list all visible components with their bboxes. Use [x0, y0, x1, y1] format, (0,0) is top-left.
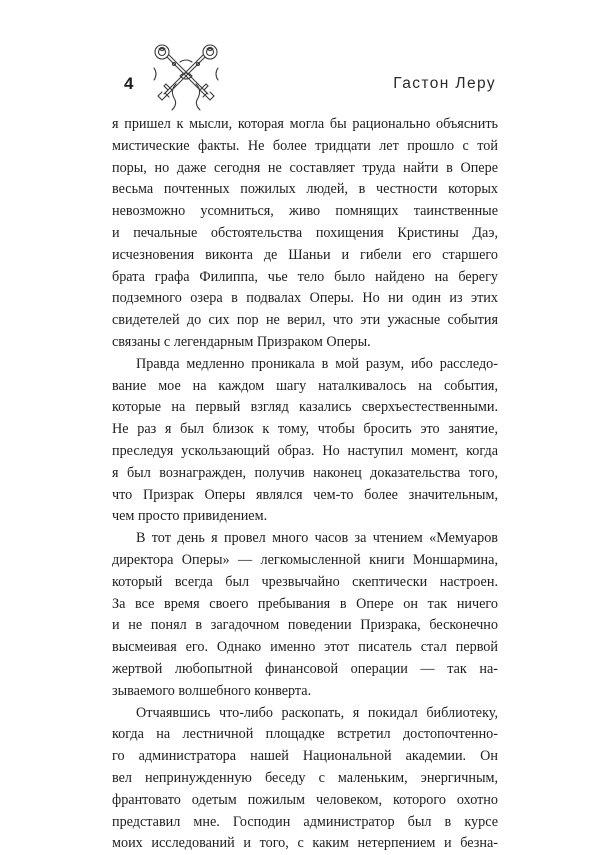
text-line: преследуя ускользающий образ. Но наступил момент, когда — [112, 442, 498, 459]
text-line: свидетелей до сих пор не верил, что эти ужасные события — [112, 312, 498, 329]
text-line: вел непринужденную беседу с маленьким, энергичным, — [112, 769, 498, 786]
paragraph-4 — [112, 703, 498, 855]
text-line: поры, но даже сегодня не составляет труда найти в Опере — [112, 159, 498, 176]
body-text — [112, 114, 498, 855]
paragraph-2 — [112, 354, 498, 528]
text-line: невозможно усомниться, живо помнящих таинственные — [112, 203, 498, 220]
text-line: которые на первый взгляд казались сверхъестественными. — [112, 399, 498, 416]
text-line: франтовато одетым пожилым человеком, которого охотно — [112, 791, 498, 808]
text-line: моих исследований и того, с каким нетерпением и безна- — [112, 835, 498, 852]
text-line: и печальные обстоятельства похищения Кристины Даэ, — [112, 224, 498, 241]
text-line: весьма почтенных пожилых людей, в честности которых — [112, 181, 498, 198]
text-line: го администратора нашей Национальной академии. Он — [112, 748, 498, 765]
text-line: вание мое на каждом шагу наталкивалось на события, — [112, 377, 498, 394]
text-line: который всегда был чрезвычайно скептически настроен. — [112, 573, 498, 590]
text-line: высмеивая его. Однако именно этот писатель стал первой — [112, 639, 498, 656]
text-line: представил мне. Господин администратор был в курсе — [112, 813, 498, 830]
paragraph-1 — [112, 114, 498, 354]
running-title: Гастон Леру — [393, 75, 496, 92]
text-line: мистические факты. Не более тридцати лет прошло с той — [112, 137, 498, 154]
text-line: Отчаявшись что-либо раскопать, я покидал библиотеку, — [136, 704, 498, 721]
text-line: я был вознагражден, получив наконец доказательства того, — [112, 464, 498, 481]
text-line: В тот день я провел много часов за чтением «Мемуаров — [136, 530, 498, 547]
text-line: связаны с легендарным Призраком Оперы. — [112, 333, 371, 350]
text-line: что Призрак Оперы являлся чем-то более значительным, — [112, 486, 498, 503]
text-line: зываемого волшебного конверта. — [112, 682, 312, 699]
text-line: директора Оперы» — легкомысленной книги Моншармина, — [112, 551, 498, 568]
page-number: 4 — [124, 74, 134, 93]
text-line: жертвой любопытной финансовой операции — так на- — [112, 660, 498, 677]
text-line: За все время своего пребывания в Опере он так ничего — [112, 595, 498, 612]
text-line: исчезновения виконта де Шаньи и гибели его старшего — [112, 246, 498, 263]
page-header — [112, 40, 498, 120]
paragraph-3 — [112, 528, 498, 702]
text-line: Правда медленно проникала в мой разум, ибо расследо- — [136, 355, 498, 372]
text-line: когда на лестничной площадке встретил достопочтенно- — [112, 726, 498, 743]
text-line: я пришел к мысли, которая могла бы рационально объяснить — [112, 116, 498, 132]
text-line: подземного озера в подвалах Оперы. Но ни один из этих — [112, 290, 498, 307]
text-line: Не раз я был близок к тому, чтобы бросить это занятие, — [112, 421, 498, 438]
text-line: чем просто привидением. — [112, 508, 268, 525]
text-line: и не понял в загадочном поведении Призрака, бесконечно — [112, 617, 498, 634]
text-line: брата графа Филиппа, чье тело было найдено на берегу — [112, 268, 498, 285]
crossed-keys-ornament-icon — [150, 40, 222, 114]
